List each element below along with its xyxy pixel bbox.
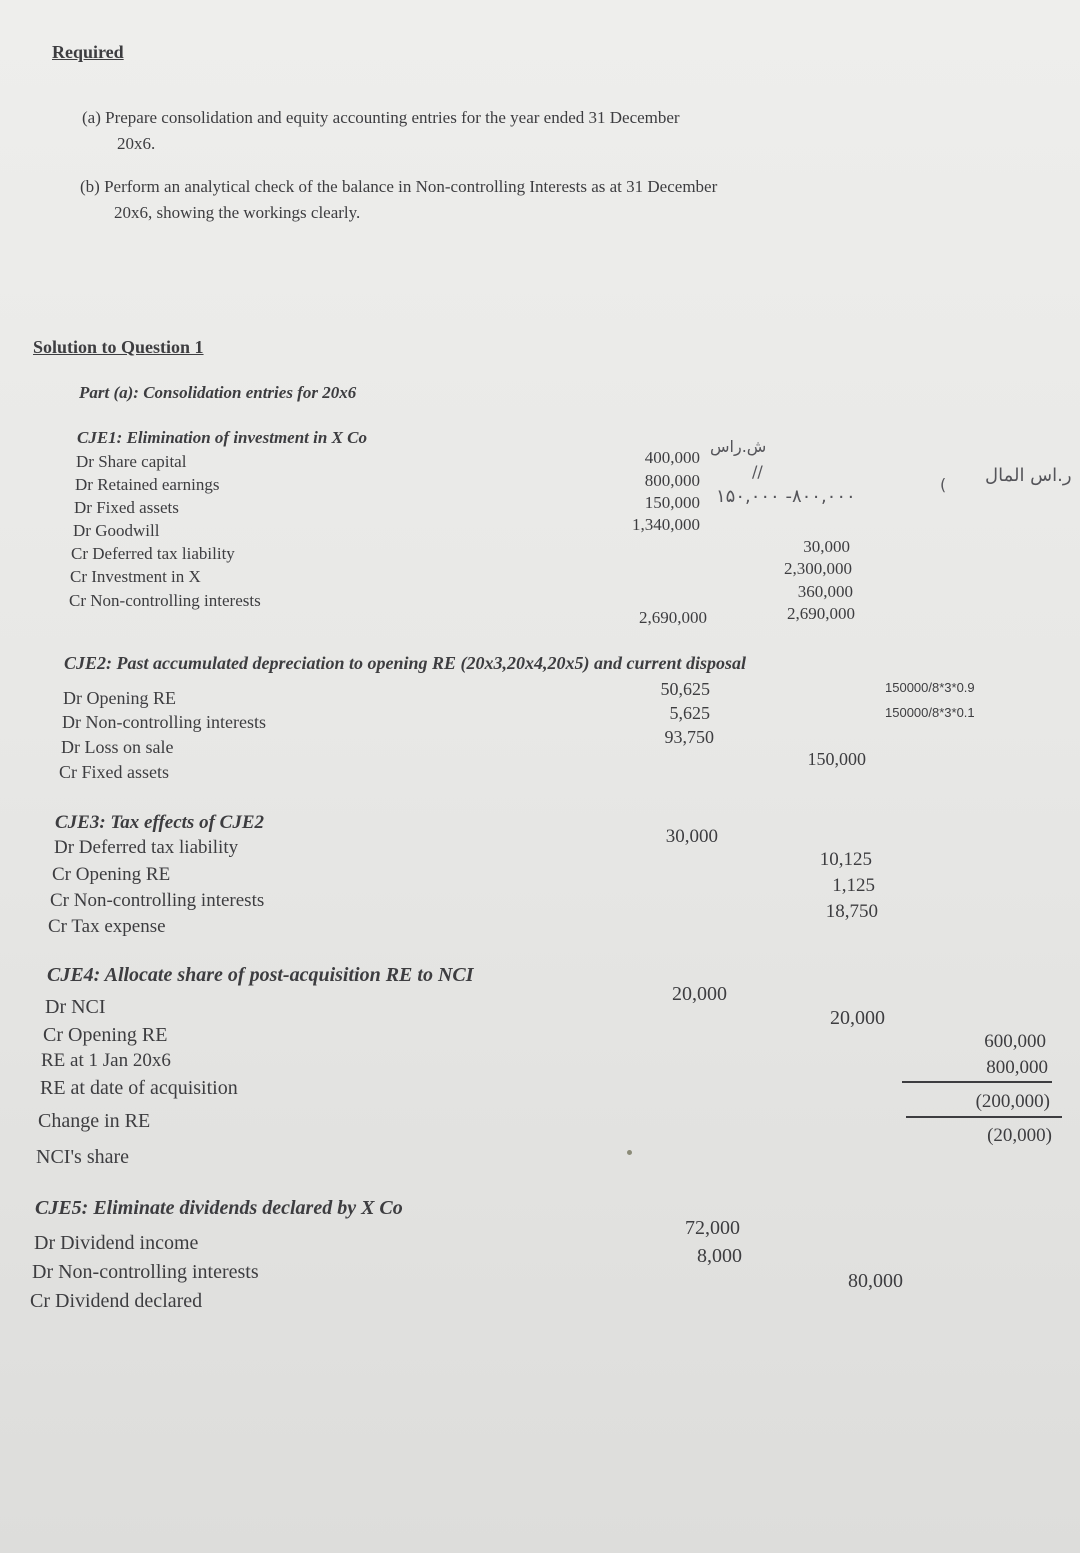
cje2-debit-amount: 5,625 <box>669 703 710 723</box>
cje4-debit-amount: 20,000 <box>672 983 727 1005</box>
cje4-line: NCI's share <box>36 1146 130 1168</box>
handwritten-note: ۱۵۰,۰۰۰ -۸۰۰,۰۰۰ <box>716 486 856 507</box>
cje2-working-note: 150000/8*3*0.1 <box>885 705 975 720</box>
part-a-heading: Part (a): Consolidation entries for 20x6 <box>79 383 357 402</box>
cje5-title: CJE5: Eliminate dividends declared by X Co <box>35 1197 403 1219</box>
cje2-line: Cr Fixed assets <box>59 762 169 782</box>
requirement-b-line2: 20x6, showing the workings clearly. <box>114 203 361 222</box>
cje1-line: Cr Non-controlling interests <box>69 591 261 610</box>
handwritten-note: ( <box>940 475 947 494</box>
handwritten-note: ش.راس <box>710 437 767 456</box>
cje1-line: Dr Retained earnings <box>75 475 220 494</box>
cje2-line: Dr Non-controlling interests <box>62 712 266 732</box>
cje3-line: Cr Non-controlling interests <box>50 890 265 911</box>
cje5-credit-amount: 80,000 <box>848 1270 903 1292</box>
cje4-working-amount: 800,000 <box>986 1057 1048 1078</box>
working-underline <box>906 1116 1062 1118</box>
cje2-debit-amount: 50,625 <box>660 679 710 699</box>
cje3-line: Cr Tax expense <box>48 916 166 937</box>
cje1-line: Dr Fixed assets <box>74 498 179 517</box>
cje4-line: Dr NCI <box>45 996 106 1018</box>
cje4-working-amount: (20,000) <box>987 1125 1052 1146</box>
cje1-credit-amount: 30,000 <box>803 537 850 556</box>
cje1-line: Cr Deferred tax liability <box>71 544 235 563</box>
cje1-debit-amount: 800,000 <box>644 471 700 490</box>
cje2-line: Dr Opening RE <box>63 688 176 708</box>
cje3-line: Cr Opening RE <box>52 864 171 885</box>
cje4-line: RE at date of acquisition <box>40 1077 238 1099</box>
cje1-total-debit: 2,690,000 <box>639 608 707 627</box>
cje5-line: Cr Dividend declared <box>30 1290 203 1312</box>
handwritten-note: // <box>752 462 763 481</box>
cje5-line: Dr Non-controlling interests <box>32 1261 259 1283</box>
cje4-title: CJE4: Allocate share of post-acquisition RE to NCI <box>47 964 474 986</box>
cje1-credit-amount: 360,000 <box>797 582 853 601</box>
cje5-debit-amount: 8,000 <box>697 1245 742 1267</box>
requirement-b-line1: (b) Perform an analytical check of the balance in Non-controlling Interests as at 31 December <box>80 177 718 196</box>
cje2-working-note: 150000/8*3*0.9 <box>885 680 975 695</box>
cje2-title: CJE2: Past accumulated depreciation to opening RE (20x3,20x4,20x5) and current disposal <box>64 653 747 673</box>
handwritten-note: ر.اس المال <box>985 465 1072 486</box>
cje4-working-amount: 600,000 <box>984 1031 1046 1052</box>
cje1-debit-amount: 150,000 <box>644 493 700 512</box>
cje1-debit-amount: 400,000 <box>644 448 700 467</box>
cje1-title: CJE1: Elimination of investment in X Co <box>77 428 367 447</box>
requirement-a-line1: (a) Prepare consolidation and equity accounting entries for the year ended 31 December <box>82 108 680 127</box>
cje3-debit-amount: 30,000 <box>665 826 718 847</box>
cje1-line: Dr Share capital <box>76 452 187 471</box>
cje2-debit-amount: 93,750 <box>664 727 714 747</box>
requirement-a-line2: 20x6. <box>117 134 156 153</box>
cje1-line: Cr Investment in X <box>70 567 201 586</box>
cje3-line: Dr Deferred tax liability <box>54 837 239 858</box>
cje4-credit-amount: 20,000 <box>830 1007 885 1029</box>
cje3-credit-amount: 1,125 <box>832 875 875 896</box>
cje3-credit-amount: 10,125 <box>819 849 872 870</box>
cje1-debit-amount: 1,340,000 <box>632 515 700 534</box>
cje1-total-credit: 2,690,000 <box>787 604 855 623</box>
cje5-line: Dr Dividend income <box>34 1232 199 1254</box>
cje4-line: RE at 1 Jan 20x6 <box>41 1050 171 1071</box>
cje3-credit-amount: 18,750 <box>825 901 878 922</box>
cje1-credit-amount: 2,300,000 <box>784 559 852 578</box>
required-heading: Required <box>52 42 124 62</box>
cje2-credit-amount: 150,000 <box>807 749 866 769</box>
cje2-line: Dr Loss on sale <box>61 737 174 757</box>
cje4-working-amount: (200,000) <box>975 1091 1050 1112</box>
cje5-debit-amount: 72,000 <box>685 1217 740 1239</box>
ink-dot <box>627 1150 632 1155</box>
working-underline <box>902 1081 1052 1083</box>
cje1-line: Dr Goodwill <box>73 521 160 540</box>
cje4-line: Change in RE <box>38 1110 151 1132</box>
cje3-title: CJE3: Tax effects of CJE2 <box>55 812 264 833</box>
cje4-line: Cr Opening RE <box>43 1024 168 1046</box>
solution-title: Solution to Question 1 <box>33 337 204 357</box>
